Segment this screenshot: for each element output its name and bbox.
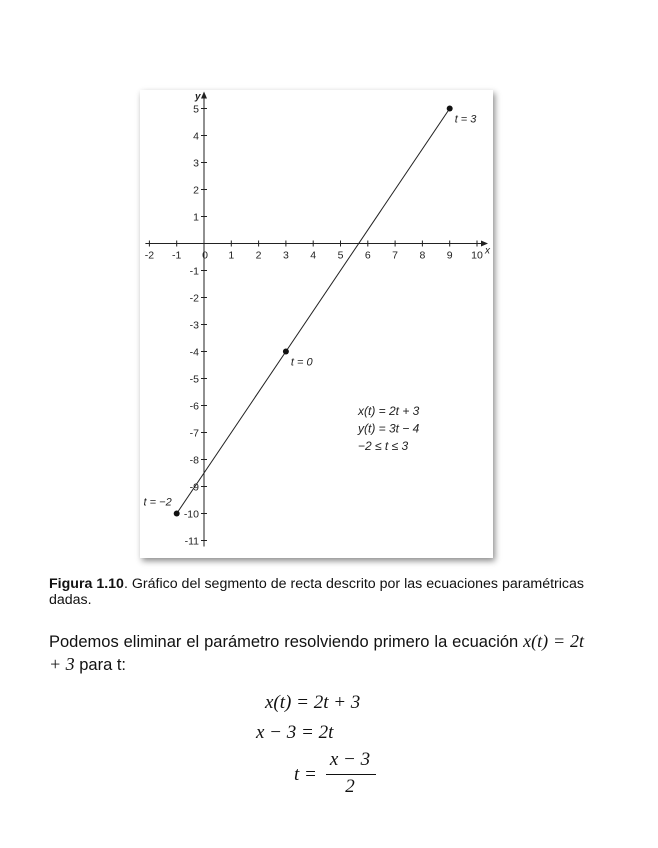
y-tick-label: -10 [183, 508, 199, 521]
equation-annotation: −2 ≤ t ≤ 3 [358, 439, 409, 453]
caption-label: Figura 1.10 [49, 576, 124, 592]
y-axis-arrow [201, 92, 207, 99]
x-axis-label: x [485, 245, 490, 257]
y-tick-label: -5 [189, 373, 199, 386]
paragraph-text-end: para t: [74, 656, 127, 674]
fraction-bar [326, 774, 376, 775]
line-chart [140, 90, 493, 558]
y-tick-label: 4 [193, 130, 199, 143]
point-label: t = 0 [290, 356, 313, 369]
x-tick-label: 4 [310, 249, 317, 262]
x-tick-label: 6 [364, 249, 371, 262]
fraction-denominator: 2 [345, 776, 355, 797]
y-tick-label: 5 [193, 103, 199, 116]
equation-line-3-lhs: t = [294, 764, 317, 785]
equation-annotation: y(t) = 3t − 4 [358, 421, 420, 436]
point-label: t = 3 [454, 113, 477, 126]
caption-text: . Gráfico del segmento de recta descrito por las ecuaciones paramétricas dadas. [49, 576, 584, 608]
x-tick-label: 1 [228, 249, 235, 262]
equation-line-2: x − 3 = 2t [256, 722, 334, 743]
equation-annotation: x(t) = 2t + 3 [358, 404, 420, 418]
data-point [447, 106, 453, 112]
y-tick-label: -7 [189, 427, 199, 440]
paragraph-math: x(t) = 2t + 3 [49, 631, 584, 674]
y-tick-label: 3 [193, 157, 199, 170]
y-tick-label: -1 [189, 265, 199, 278]
point-label: t = −2 [143, 496, 172, 509]
equation-line-1: x(t) = 2t + 3 [265, 692, 361, 713]
y-tick-label: 2 [193, 184, 199, 197]
y-axis-label: y [195, 91, 201, 103]
y-tick-label: -6 [189, 400, 199, 413]
series-line [177, 109, 450, 514]
x-tick-label: 7 [392, 249, 399, 262]
y-tick-label: -4 [189, 346, 199, 359]
data-point [174, 511, 180, 517]
x-tick-label: 3 [282, 249, 289, 262]
y-tick-label: 1 [193, 211, 199, 224]
paragraph-text: Podemos eliminar el parámetro resolviendo primero la ecuación [49, 633, 524, 651]
x-tick-label: 5 [337, 249, 344, 262]
x-tick-label: -1 [172, 249, 182, 262]
y-tick-label: -8 [189, 454, 199, 467]
y-tick-label: -9 [189, 481, 199, 494]
data-point [283, 349, 289, 355]
x-tick-label: 9 [446, 249, 453, 262]
figure-caption [49, 576, 584, 608]
x-tick-label: -2 [144, 249, 155, 262]
x-tick-label: 0 [202, 249, 208, 262]
x-tick-label: 2 [255, 249, 262, 262]
x-tick-label: 10 [471, 249, 483, 262]
y-tick-label: -2 [189, 292, 199, 305]
x-tick-label: 8 [419, 249, 426, 262]
y-tick-label: -3 [189, 319, 199, 332]
y-tick-label: -11 [184, 535, 199, 548]
fraction-numerator: x − 3 [329, 749, 371, 770]
body-paragraph [49, 630, 584, 676]
figure-frame [140, 90, 493, 558]
